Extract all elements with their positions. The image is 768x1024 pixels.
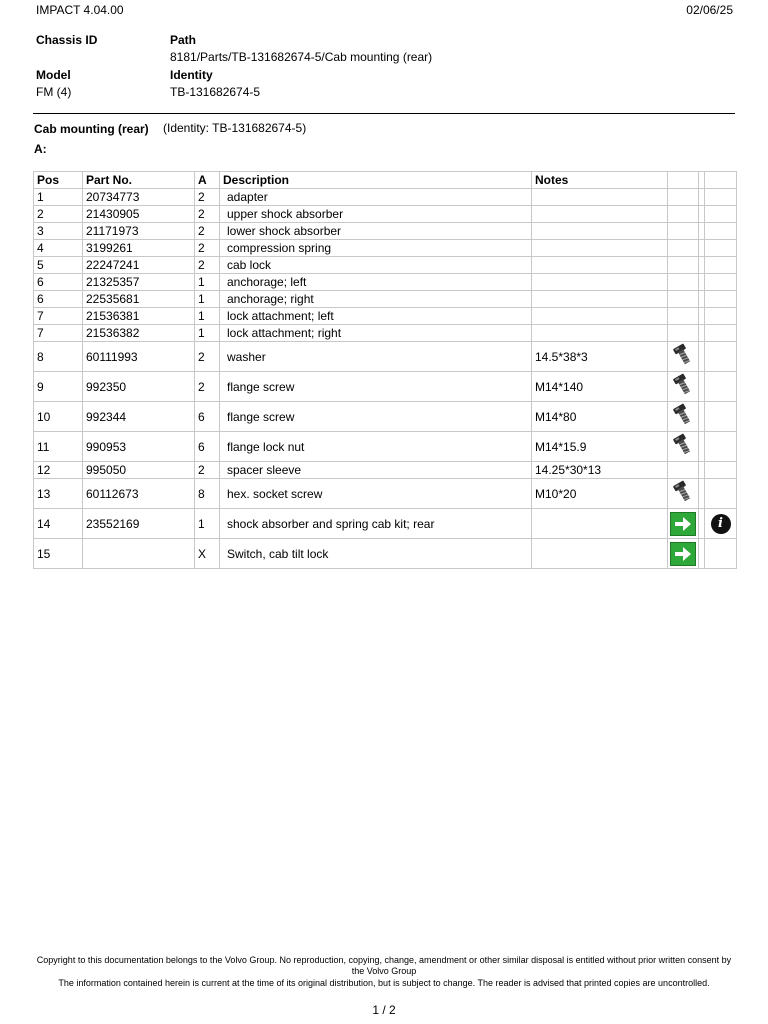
cell-description: anchorage; right [220, 291, 532, 308]
cell-part-no: 60112673 [83, 479, 195, 509]
cell-part-no: 60111993 [83, 342, 195, 372]
table-row [34, 189, 737, 206]
cell-image[interactable] [668, 372, 699, 402]
cell-image[interactable] [668, 479, 699, 509]
cell-info [705, 479, 737, 509]
cell-part-no: 995050 [83, 462, 195, 479]
cell-description: anchorage; left [220, 274, 532, 291]
cell-notes [532, 274, 668, 291]
cell-part-no: 21536382 [83, 325, 195, 342]
table-row [34, 432, 737, 462]
cell-image [668, 206, 699, 223]
cell-info [705, 291, 737, 308]
cell-notes: M10*20 [532, 479, 668, 509]
cell-notes: M14*140 [532, 372, 668, 402]
cell-quantity: 1 [195, 509, 220, 539]
col-header-a: A [195, 172, 220, 189]
cell-image[interactable] [668, 539, 699, 569]
section-identity-note: (Identity: TB-131682674-5) [163, 121, 307, 135]
cell-image [668, 240, 699, 257]
cell-image [668, 223, 699, 240]
cell-part-no: 992350 [83, 372, 195, 402]
cell-quantity: 1 [195, 291, 220, 308]
cell-quantity: 2 [195, 372, 220, 402]
cell-pos: 6 [34, 274, 83, 291]
cell-quantity: 6 [195, 432, 220, 462]
col-header-pos: Pos [34, 172, 83, 189]
cell-description: compression spring [220, 240, 532, 257]
cell-info [705, 342, 737, 372]
cell-notes [532, 325, 668, 342]
cell-description: spacer sleeve [220, 462, 532, 479]
cell-part-no: 22535681 [83, 291, 195, 308]
arrow-right-icon[interactable] [670, 542, 696, 566]
cell-quantity: 1 [195, 325, 220, 342]
cell-notes [532, 206, 668, 223]
identity-label: Identity [170, 68, 213, 82]
header-divider [33, 113, 735, 114]
variant-label: A: [34, 142, 47, 156]
table-row [34, 342, 737, 372]
table-row [34, 539, 737, 569]
cell-pos: 15 [34, 539, 83, 569]
cell-quantity: 6 [195, 402, 220, 432]
cell-pos: 9 [34, 372, 83, 402]
section-title: Cab mounting (rear) [34, 122, 149, 136]
cell-notes [532, 240, 668, 257]
cell-notes [532, 308, 668, 325]
model-value: FM (4) [36, 85, 72, 99]
cell-quantity: 2 [195, 257, 220, 274]
cell-info [705, 432, 737, 462]
cell-quantity: 2 [195, 206, 220, 223]
cell-pos: 12 [34, 462, 83, 479]
table-row [34, 402, 737, 432]
cell-pos: 8 [34, 342, 83, 372]
cell-notes [532, 223, 668, 240]
cell-info [705, 402, 737, 432]
cell-quantity: 2 [195, 342, 220, 372]
cell-part-no: 23552169 [83, 509, 195, 539]
footer-copyright: Copyright to this documentation belongs to the Volvo Group. No reproduction, copying, change, amendment or other similar disposal is entitled without prior written consent by the Volvo Group [36, 955, 732, 976]
cell-notes [532, 257, 668, 274]
cell-image [668, 274, 699, 291]
screw-icon[interactable] [672, 446, 694, 460]
screw-icon[interactable] [672, 386, 694, 400]
cell-pos: 7 [34, 308, 83, 325]
cell-description: cab lock [220, 257, 532, 274]
cell-notes: 14.25*30*13 [532, 462, 668, 479]
cell-pos: 6 [34, 291, 83, 308]
cell-quantity: 2 [195, 240, 220, 257]
cell-image [668, 308, 699, 325]
cell-description: adapter [220, 189, 532, 206]
table-row [34, 479, 737, 509]
cell-pos: 3 [34, 223, 83, 240]
cell-info [705, 325, 737, 342]
col-header-part-no: Part No. [83, 172, 195, 189]
cell-info [705, 240, 737, 257]
identity-value: TB-131682674-5 [170, 85, 261, 99]
cell-description: upper shock absorber [220, 206, 532, 223]
cell-pos: 7 [34, 325, 83, 342]
cell-info [705, 189, 737, 206]
cell-pos: 10 [34, 402, 83, 432]
cell-description: lock attachment; left [220, 308, 532, 325]
cell-quantity: 1 [195, 308, 220, 325]
cell-quantity: 8 [195, 479, 220, 509]
page-number: 1 / 2 [372, 1003, 396, 1017]
cell-part-no: 990953 [83, 432, 195, 462]
table-row [34, 372, 737, 402]
arrow-right-icon[interactable] [670, 512, 696, 536]
cell-part-no: 21325357 [83, 274, 195, 291]
cell-description: flange lock nut [220, 432, 532, 462]
cell-image[interactable] [668, 432, 699, 462]
cell-notes: M14*15.9 [532, 432, 668, 462]
cell-notes: M14*80 [532, 402, 668, 432]
cell-pos: 14 [34, 509, 83, 539]
cell-info [705, 223, 737, 240]
chassis-id-label: Chassis ID [36, 33, 98, 47]
col-header-notes: Notes [532, 172, 668, 189]
cell-description: washer [220, 342, 532, 372]
cell-image [668, 325, 699, 342]
cell-description: lock attachment; right [220, 325, 532, 342]
cell-info [705, 257, 737, 274]
cell-quantity: 2 [195, 189, 220, 206]
model-label: Model [36, 68, 71, 82]
cell-part-no: 3199261 [83, 240, 195, 257]
cell-part-no [83, 539, 195, 569]
footer-disclaimer: The information contained herein is current at the time of its original distribution, but is subject to change. The reader is advised that printed copies are uncontrolled. [58, 978, 710, 988]
app-version: IMPACT 4.04.00 [36, 3, 124, 17]
cell-pos: 2 [34, 206, 83, 223]
cell-description: flange screw [220, 402, 532, 432]
cell-part-no: 992344 [83, 402, 195, 432]
cell-image [668, 291, 699, 308]
screw-icon[interactable] [672, 416, 694, 430]
table-row [34, 206, 737, 223]
cell-quantity: X [195, 539, 220, 569]
cell-info [705, 274, 737, 291]
cell-pos: 13 [34, 479, 83, 509]
cell-info [705, 372, 737, 402]
info-icon[interactable]: i [711, 514, 731, 534]
table-row [34, 291, 737, 308]
table-row [34, 509, 737, 539]
cell-info [705, 539, 737, 569]
table-header-row [34, 172, 737, 189]
path-value: 8181/Parts/TB-131682674-5/Cab mounting (rear) [170, 50, 433, 64]
cell-image [668, 189, 699, 206]
cell-part-no: 22247241 [83, 257, 195, 274]
cell-part-no: 21171973 [83, 223, 195, 240]
cell-part-no: 20734773 [83, 189, 195, 206]
cell-notes [532, 291, 668, 308]
cell-notes [532, 539, 668, 569]
cell-info [705, 308, 737, 325]
col-header-image [668, 172, 699, 189]
cell-image [668, 257, 699, 274]
path-label: Path [170, 33, 197, 47]
cell-quantity: 1 [195, 274, 220, 291]
cell-info [705, 206, 737, 223]
cell-image [668, 462, 699, 479]
cell-pos: 4 [34, 240, 83, 257]
cell-pos: 1 [34, 189, 83, 206]
screw-icon[interactable] [672, 356, 694, 370]
cell-description: flange screw [220, 372, 532, 402]
table-row [34, 325, 737, 342]
screw-icon[interactable] [672, 493, 694, 507]
cell-image[interactable] [668, 402, 699, 432]
cell-part-no: 21430905 [83, 206, 195, 223]
cell-notes [532, 189, 668, 206]
cell-image[interactable] [668, 509, 699, 539]
cell-part-no: 21536381 [83, 308, 195, 325]
cell-pos: 5 [34, 257, 83, 274]
cell-image[interactable] [668, 342, 699, 372]
col-header-info [705, 172, 737, 189]
table-row [34, 274, 737, 291]
cell-description: shock absorber and spring cab kit; rear [220, 509, 532, 539]
cell-info[interactable] [705, 509, 737, 539]
parts-table [33, 171, 737, 569]
table-row [34, 240, 737, 257]
cell-notes: 14.5*38*3 [532, 342, 668, 372]
cell-description: hex. socket screw [220, 479, 532, 509]
cell-notes [532, 509, 668, 539]
col-header-description: Description [220, 172, 532, 189]
cell-description: Switch, cab tilt lock [220, 539, 532, 569]
print-date: 02/06/25 [686, 3, 733, 17]
table-row [34, 257, 737, 274]
cell-quantity: 2 [195, 223, 220, 240]
table-row [34, 223, 737, 240]
cell-pos: 11 [34, 432, 83, 462]
cell-description: lower shock absorber [220, 223, 532, 240]
table-row [34, 308, 737, 325]
table-row [34, 462, 737, 479]
cell-info [705, 462, 737, 479]
cell-quantity: 2 [195, 462, 220, 479]
